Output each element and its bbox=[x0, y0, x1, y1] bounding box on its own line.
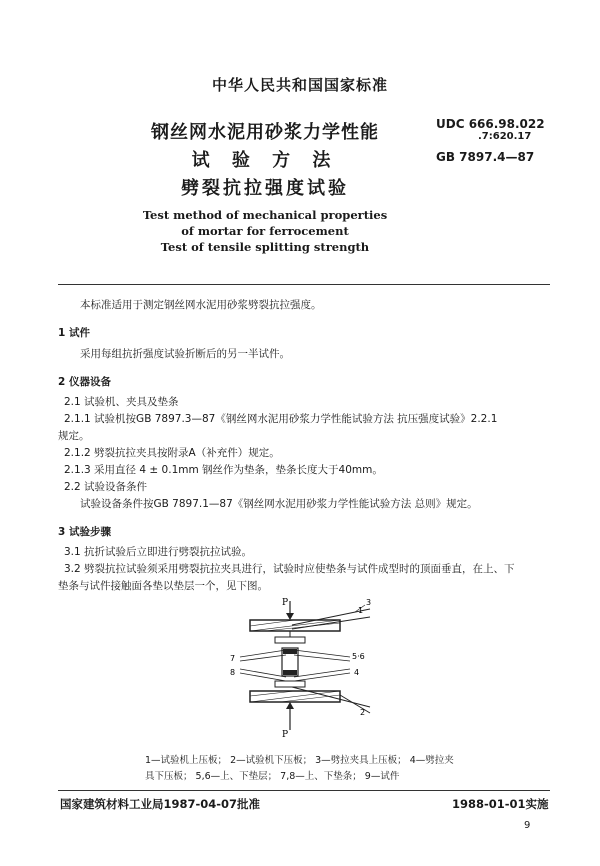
figure-caption-line-2: 具下压板； 5,6—上、下垫层； 7,8—上、下垫条； 9—试件 bbox=[145, 771, 400, 782]
header-rule bbox=[58, 284, 550, 285]
label-2: 2 bbox=[360, 708, 366, 717]
label-5-6: 5·6 bbox=[352, 652, 365, 661]
clause-3-2: 3.2 劈裂抗拉试验须采用劈裂抗拉夹具进行，试验时应使垫条与试件成型时的顶面垂直，在上、下 bbox=[64, 563, 515, 575]
clause-3-2-cont: 垫条与试件接触面各垫以垫层一个，见下图。 bbox=[58, 580, 268, 592]
clause-2-1: 2.1 试验机、夹具及垫条 bbox=[64, 396, 179, 408]
footer-rule bbox=[58, 790, 550, 791]
test-setup-figure bbox=[220, 595, 390, 740]
label-1: 1 bbox=[358, 606, 364, 615]
clause-3-1: 3.1 抗折试验后立即进行劈裂抗拉试验。 bbox=[64, 546, 253, 558]
section-1-text: 采用每组抗折强度试验折断后的另一半试件。 bbox=[80, 348, 290, 360]
intro-paragraph: 本标准适用于测定钢丝网水泥用砂浆劈裂抗拉强度。 bbox=[80, 299, 322, 311]
clause-2-1-1: 2.1.1 试验机按GB 7897.3—87《钢丝网水泥用砂浆力学性能试验方法 抗压强度试验》2.2.1 bbox=[64, 413, 498, 425]
title-en-line-1: Test method of mechanical properties bbox=[142, 208, 388, 222]
section-2-title: 2 仪器设备 bbox=[58, 376, 111, 388]
udc-code: UDC 666.98.022 bbox=[436, 117, 545, 131]
label-p-top: P bbox=[282, 598, 289, 608]
title-en-line-3: Test of tensile splitting strength bbox=[160, 240, 370, 254]
section-1-title: 1 试件 bbox=[58, 327, 90, 339]
clause-2-1-3: 2.1.3 采用直径 4 ± 0.1mm 钢丝作为垫条，垫条长度大于40mm。 bbox=[64, 464, 383, 476]
section-3-title: 3 试验步骤 bbox=[58, 526, 111, 538]
label-7: 7 bbox=[230, 654, 236, 663]
standard-header: 中华人民共和国国家标准 bbox=[211, 76, 388, 94]
title-cn-line-1: 钢丝网水泥用砂浆力学性能 bbox=[151, 122, 379, 143]
clause-2-1-2: 2.1.2 劈裂抗拉夹具按附录A（补充件）规定。 bbox=[64, 447, 280, 459]
label-4: 4 bbox=[354, 668, 360, 677]
page-number: 9 bbox=[524, 820, 531, 831]
clause-2-1-1-cont: 规定。 bbox=[58, 430, 90, 442]
title-en-line-2: of mortar for ferrocement bbox=[181, 224, 349, 238]
udc-code-cont: .7:620.17 bbox=[478, 131, 532, 142]
effective-date: 1988-01-01实施 bbox=[452, 797, 549, 811]
figure-caption-line-1: 1—试验机上压板； 2—试验机下压板； 3—劈拉夹具上压板； 4—劈拉夹 bbox=[145, 755, 454, 766]
label-3: 3 bbox=[366, 598, 372, 607]
label-p-bottom: P bbox=[282, 730, 289, 740]
clause-2-2: 2.2 试验设备条件 bbox=[64, 481, 148, 493]
title-cn-line-3: 劈裂抗拉强度试验 bbox=[181, 178, 349, 199]
label-8: 8 bbox=[230, 668, 236, 677]
clause-2-2-text: 试验设备条件按GB 7897.1—87《钢丝网水泥用砂浆力学性能试验方法 总则》规定。 bbox=[80, 498, 478, 510]
approval-date: 国家建筑材料工业局1987-04-07批准 bbox=[60, 797, 261, 811]
title-cn-line-2: 试 验 方 法 bbox=[191, 150, 339, 171]
gb-code: GB 7897.4—87 bbox=[436, 150, 535, 164]
